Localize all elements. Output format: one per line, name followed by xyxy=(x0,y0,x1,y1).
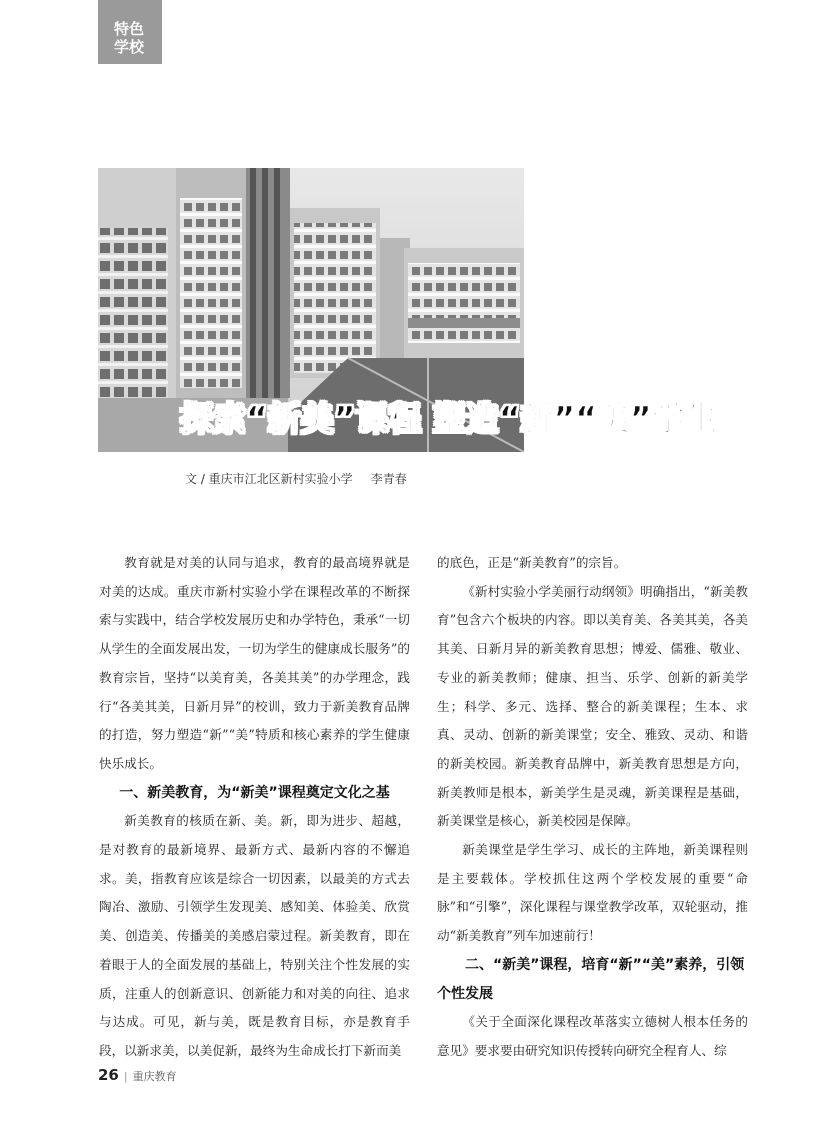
left-column xyxy=(99,549,410,1066)
page-number: 26 xyxy=(98,1066,119,1084)
article-title: 探索“新美”课程 塑造“新”“美”学生 xyxy=(180,399,718,438)
paragraph: 新美课堂是学生学习、成长的主阵地，新美课程则是主要载体。学校抓住这两个学校发展的重要“命脉”和“引擎”，深化课程与课堂教学改革，双轮驱动，推动“新美教育”列车加速前行！ xyxy=(437,842,748,944)
section-heading-1: 一、新美教育，为“新美”课程奠定文化之基 xyxy=(119,784,390,801)
byline xyxy=(185,470,407,487)
section-tag-line1: 特色 xyxy=(114,20,145,38)
paragraph: 的底色，正是“新美教育”的宗旨。 xyxy=(437,555,627,570)
byline-author: 李青春 xyxy=(370,472,407,486)
section-heading-2: 二、“新美”课程，培育“新”“美”素养，引领个性发展 xyxy=(437,956,745,1002)
paragraph: 新美教育的核质在新、美。新，即为进步、超越，是对教育的最新境界、最新方式、最新内容的不懈追求。美，指教育应该是综合一切因素，以最美的方式去陶冶、激励、引领学生发现美、感知美、体验美、欣赏美、创造美、传播美的美感启蒙过程。新美教育，即在着眼于人的全面发展的基础上，特别关注个性发展的实质，注重人的创新意识、创新能力和对美的向往、追求与达成。可见，新与美，既是教育目标，亦是教育手段，以新求美，以美促新，最终为生命成长打下新而美 xyxy=(99,813,410,1058)
byline-affiliation: 文 / 重庆市江北区新村实验小学 xyxy=(185,472,353,486)
paragraph: 《新村实验小学美丽行动纲领》明确指出，“新美教育”包含六个板块的内容。即以美育美、各美其美，各美其美、日新月异的新美教育思想；博爱、儒雅、敬业、专业的新美教师；健康、担当、乐学、创新的新美学生；科学、多元、选择、整合的新美课程；生本、求真、灵动、创新的新美课堂；安全、雅致、灵动、和谐的新美校园。新美教育品牌中，新美教育思想是方向，新美教师是根本，新美学生是灵魂，新美课程是基础，新美课堂是核心，新美校园是保障。 xyxy=(437,583,748,829)
paragraph: 《关于全面深化课程改革落实立德树人根本任务的意见》要求要由研究知识传授转向研究全程育人、综 xyxy=(437,1014,748,1058)
magazine-name: 重庆教育 xyxy=(132,1070,177,1083)
section-tag-line2: 学校 xyxy=(114,38,145,56)
footer-separator: | xyxy=(123,1070,128,1083)
page-footer xyxy=(98,1065,177,1084)
section-tag xyxy=(98,0,162,64)
right-column xyxy=(437,549,748,1066)
paragraph: 教育就是对美的认同与追求，教育的最高境界就是对美的达成。重庆市新村实验小学在课程改革的不断探索与实践中，结合学校发展历史和办学特色，秉承“一切从学生的全面发展出发，一切为学生的健康成长服务”的教育宗旨，坚持“以美育美，各美其美”的办学理念，践行“各美其美，日新月异”的校训，致力于新美教育品牌的打造，努力塑造“新”“美”特质和核心素养的学生健康快乐成长。 xyxy=(99,555,410,771)
